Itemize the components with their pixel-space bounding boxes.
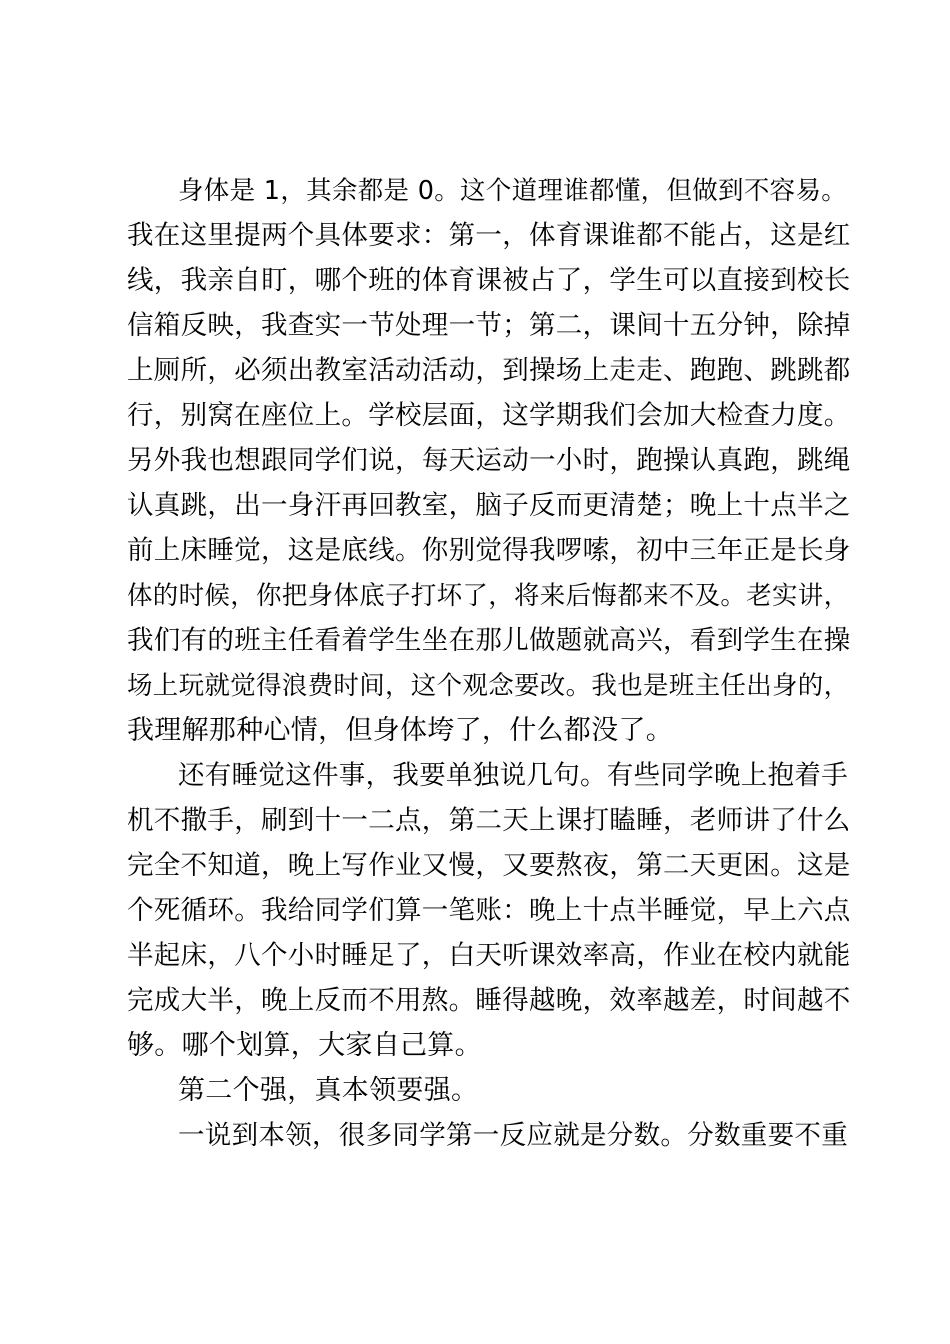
text-line: 个死循环。我给同学们算一笔账：晚上十点半睡觉，早上六点 bbox=[127, 895, 851, 926]
text-line: 前上床睡觉，这是底线。你别觉得我啰嗦，初中三年正是长身 bbox=[127, 535, 851, 566]
text-line: 认真跳，出一身汗再回教室，脑子反而更清楚；晚上十点半之 bbox=[127, 490, 851, 521]
text-line: 半起床，八个小时睡足了，白天听课效率高，作业在校内就能 bbox=[127, 940, 851, 971]
text-line: 另外我也想跟同学们说，每天运动一小时，跑操认真跑，跳绳 bbox=[127, 445, 851, 476]
text-line: 完全不知道，晚上写作业又慢，又要熬夜，第二天更困。这是 bbox=[127, 850, 851, 881]
text-line: 还有睡觉这件事，我要单独说几句。有些同学晚上抱着手 bbox=[178, 760, 848, 791]
text-line: 场上玩就觉得浪费时间，这个观念要改。我也是班主任出身的， bbox=[127, 671, 850, 701]
text-line: 一说到本领，很多同学第一反应就是分数。分数重要不重 bbox=[178, 1120, 848, 1151]
text-line: 机不撒手，刷到十一二点，第二天上课打瞌睡，老师讲了什么 bbox=[127, 805, 851, 836]
text-line: 线，我亲自盯，哪个班的体育课被占了，学生可以直接到校长 bbox=[127, 265, 851, 296]
text-line: 第二个强，真本领要强。 bbox=[178, 1075, 479, 1106]
text-line: 信箱反映，我查实一节处理一节；第二，课间十五分钟，除掉 bbox=[127, 310, 851, 341]
text-line: 体的时候，你把身体底子打坏了，将来后悔都来不及。老实讲， bbox=[127, 581, 850, 611]
text-line: 身体是 1，其余都是 0。这个道理谁都懂，但做到不容易。 bbox=[178, 176, 848, 206]
text-line: 我在这里提两个具体要求：第一，体育课谁都不能占，这是红 bbox=[127, 220, 851, 251]
text-line: 我们有的班主任看着学生坐在那儿做题就高兴，看到学生在操 bbox=[127, 625, 851, 656]
text-line: 完成大半，晚上反而不用熬。睡得越晚，效率越差，时间越不 bbox=[127, 985, 851, 1016]
text-line: 行，别窝在座位上。学校层面，这学期我们会加大检查力度。 bbox=[127, 400, 851, 431]
text-line: 我理解那种心情，但身体垮了，什么都没了。 bbox=[127, 715, 673, 746]
text-line: 够。哪个划算，大家自己算。 bbox=[127, 1030, 482, 1061]
text-line: 上厕所，必须出教室活动活动，到操场上走走、跑跑、跳跳都 bbox=[127, 355, 851, 386]
